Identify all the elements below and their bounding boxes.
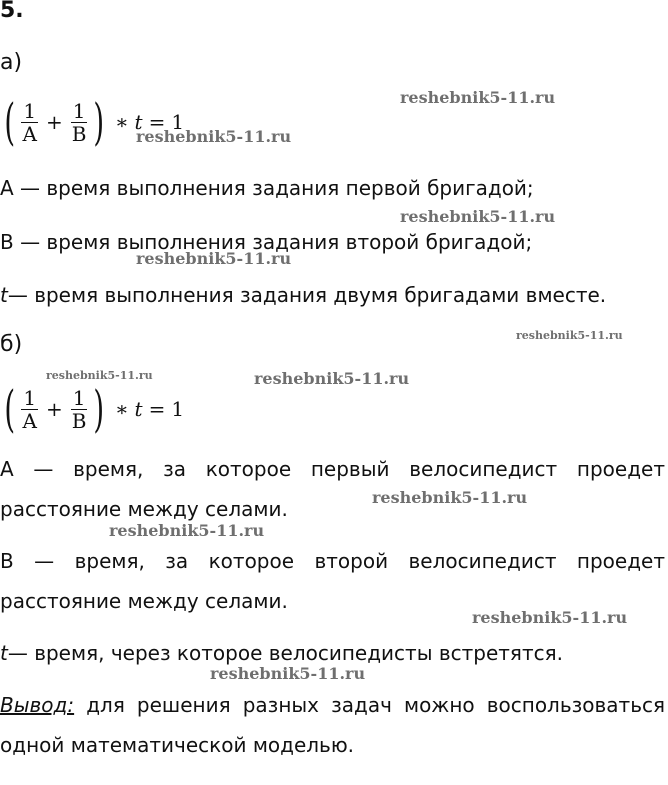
conclusion-label: Вывод: [0,693,75,717]
watermark: reshebnik5-11.ru [254,369,410,388]
part-b-para2-line2: расстояние между селами. [0,589,288,613]
part-b-para1-line1: A — время, за которое первый велосипедист проедет [0,457,665,481]
left-paren: ( [4,380,16,438]
part-b-label: б) [0,332,23,357]
part-a-line-a: A — время выполнения задания первой бригадой; [0,176,534,200]
fraction-1-over-b: $\frac{1}{B}$ [71,98,87,146]
fraction-1-over-a: $\frac{1}{A}$ [22,385,37,433]
part-b-para2-line1: B — время, за которое второй велосипедист проедет [0,549,665,573]
right-paren: ) [93,93,105,151]
part-a-label: а) [0,50,23,75]
right-paren: ) [93,380,105,438]
watermark: reshebnik5-11.ru [136,127,292,146]
part-a-formula: ( $\frac{1}{A}$ + $\frac{1}{B}$ ) ∗ t = 1 [4,93,185,151]
conclusion-line2: одной математической моделью. [0,733,355,757]
conclusion-line1: Вывод: для решения разных задач можно воспользоваться [0,693,666,717]
left-paren: ( [4,93,16,151]
fraction-1-over-b: $\frac{1}{B}$ [71,385,87,433]
task-number: 5. [0,0,24,23]
watermark: reshebnik5-11.ru [400,88,556,107]
part-b-para1-line2: расстояние между селами. [0,497,288,521]
watermark: reshebnik5-11.ru [472,608,628,627]
part-a-line-b: B — время выполнения задания второй бригадой; [0,230,533,254]
fraction-1-over-a: $\frac{1}{A}$ [22,98,37,146]
part-b-line-t: t— время, через которое велосипедисты встретятся. [0,641,563,665]
watermark: reshebnik5-11.ru [400,207,556,226]
watermark: reshebnik5-11.ru [210,664,366,683]
part-b-formula: ( $\frac{1}{A}$ + $\frac{1}{B}$ ) ∗ t = 1 [4,380,185,438]
watermark: reshebnik5-11.ru [109,521,265,540]
watermark: reshebnik5-11.ru [136,249,292,268]
watermark: reshebnik5-11.ru [46,369,153,382]
watermark: reshebnik5-11.ru [516,329,623,342]
part-a-line-t: t— время выполнения задания двумя бригадами вместе. [0,283,607,307]
watermark: reshebnik5-11.ru [372,488,528,507]
